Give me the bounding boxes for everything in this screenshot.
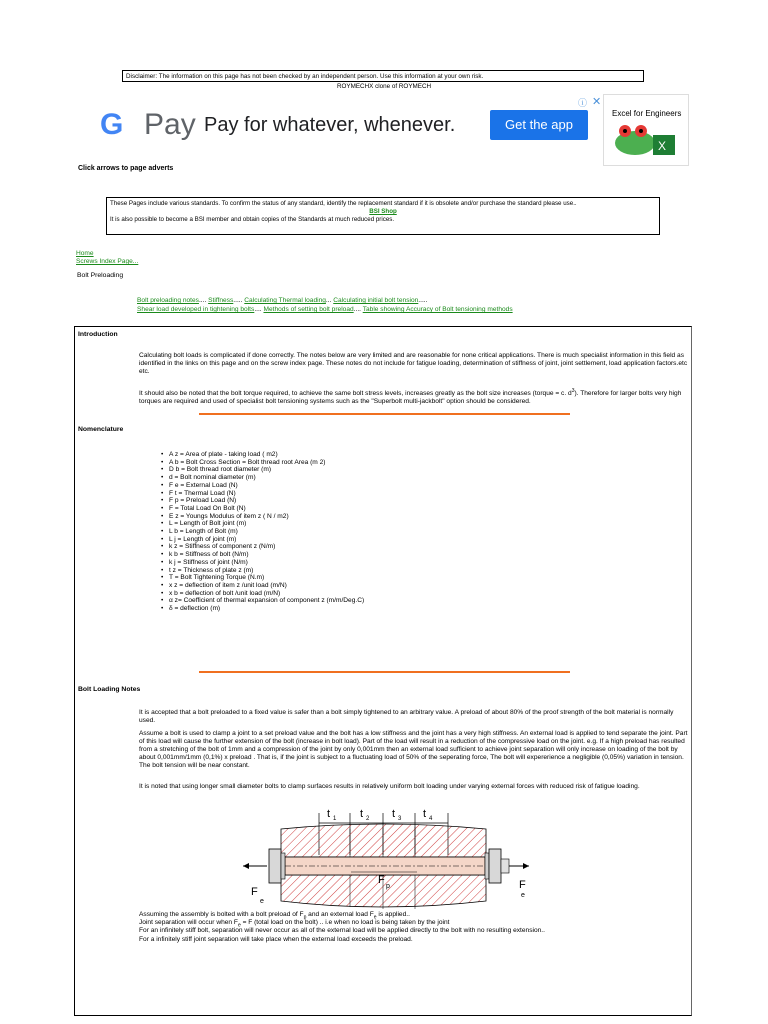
section-divider [199,671,570,673]
bullet-icon: • [161,474,164,482]
nomenclature-item: • x b = deflection of bolt /unit load (m/N) [161,589,281,597]
bullet-icon: • [161,589,164,597]
nomenclature-item: • α z= Coefficient of thermal expansion of component z (m/m/Deg.C) [161,597,365,605]
bullet-icon: • [161,535,164,543]
nomenclature-item: • A b = Bolt Cross Section = Bolt thread root Area (m 2) [161,458,326,466]
nomenclature-heading: Nomenclature [78,426,124,433]
home-link[interactable]: Home [76,250,94,257]
bullet-icon: • [161,558,164,566]
breadcrumb [76,250,138,266]
nomenclature-item: • L b = Length of Bolt (m) [161,528,238,536]
content-box [74,326,692,1016]
toc-link[interactable]: Stiffness [208,297,234,304]
bullet-icon: • [161,451,164,458]
loading-paragraph-6: For an infinitely stiff bolt, separation will never occur as all of the external load will be applied directly to the bolt with no resulting extension.. [139,927,545,934]
click-arrows-note: Click arrows to page adverts [78,165,174,172]
ad-slogan: Pay for whatever, whenever. [204,114,456,136]
loading-paragraph-3: It is noted that using longer small diameter bolts to clamp surfaces results in relatively uniform bolt loading under varying external forces with reduced risk of fatigue loading. [139,783,640,790]
side-ad-title: Excel for Engineers [612,109,682,118]
nomenclature-item: • T = Bolt Tightening Torque (N.m) [161,574,265,582]
clone-line: ROYMECHX clone of ROYMECH [336,83,432,90]
bullet-icon: • [161,566,164,574]
google-g-logo: G [100,108,124,141]
nomenclature-item: • F = Total Load On Bolt (N) [161,504,246,512]
nomenclature-item: • F e = External Load (N) [161,481,238,489]
nomenclature-item: • x z = deflection of item z /unit load (m/N) [161,581,287,589]
bullet-icon: • [161,551,164,559]
bullet-icon: • [161,512,164,520]
nomenclature-item: • t z = Thickness of plate z (m) [161,566,254,574]
svg-text:t: t [392,808,396,820]
nomenclature-list [161,451,364,613]
nomenclature-item: • F t = Thermal Load (N) [161,489,236,497]
nomenclature-item: • L = Length of Bolt joint (m) [161,520,247,528]
toc-link[interactable]: Bolt preloading notes [137,297,199,304]
svg-text:e: e [521,892,525,899]
toc-link[interactable]: Calculating Thermal loading [244,297,326,304]
toc-link[interactable]: Calculating initial bolt tension [333,297,419,304]
frog-icon [605,117,689,165]
loading-paragraph-5: Joint separation will occur when $F_e = F$ (total load on the bolt) .. i.e when no load is being taken by the joint [139,919,450,929]
screws-index-link[interactable]: Screws Index Page... [76,258,139,265]
bullet-icon: • [161,497,164,505]
standards-line1: These Pages include various standards. To confirm the status of any standard, identify the replacement standard if it is obsolete and/or purchase the standard please use.. [110,200,577,207]
svg-text:t: t [360,808,364,820]
svg-text:p: p [386,883,390,890]
nomenclature-item: • D b = Bolt thread root diameter (m) [161,466,272,474]
nomenclature-item: • k j = Stiffness of joint (N/m) [161,558,248,566]
loading-paragraph-7: For a infinitely stiff joint separation will take place when the external load exceeds the preload. [139,936,413,943]
ad-brand-pay: Pay [144,108,196,141]
standards-line2: It is also possible to become a BSI member and obtain copies of the Standards at much reduced prices. [110,216,395,223]
svg-text:2: 2 [366,816,370,822]
nomenclature-item: • k z = Stiffness of component z (N/m) [161,543,276,551]
bullet-icon: • [161,481,164,489]
bolt-loading-heading: Bolt Loading Notes [78,686,141,693]
bullet-icon: • [161,504,164,512]
bsi-shop-link[interactable]: BSI Shop [369,208,397,215]
standards-box [106,197,660,235]
intro-paragraph-2: It should also be noted that the bolt torque required, to achieve the same bolt stress levels, increases greatly as the bolt size increases (torque = c. $d^3$). Therefore for larger bolts very high torques are required and used of specialist bolt tensioning systems such as the "Superbolt multi-jackbolt" option should be considered. [139,388,682,406]
table-of-contents: Bolt preloading notes.... Stiffness..... Calculating Thermal loading... Calculating initial bolt tension..... Shear load developed in tightening bolts.... Methods of setting bolt preload.... Table showing Accuracy of Bolt tensioning methods [137,297,513,313]
nomenclature-item: • k b = Stiffness of bolt (N/m) [161,551,249,559]
google-pay-ad[interactable] [80,94,600,166]
disclaimer-box: Disclaimer: The information on this page has not been checked by an independent person. Use this information at your own risk. [122,70,644,82]
bullet-icon: • [161,597,164,605]
nomenclature-item: • δ = deflection (m) [161,605,221,613]
svg-text:e: e [260,898,264,905]
bolted-joint-diagram [241,799,531,909]
section-divider [199,413,570,415]
nomenclature-item: • F p = Preload Load (N) [161,497,237,505]
introduction-heading: Introduction [78,331,118,338]
bullet-icon: • [161,528,164,536]
svg-text:4: 4 [429,816,433,822]
svg-text:t: t [327,808,331,820]
toc-link[interactable]: Methods of setting bolt preload [263,306,354,313]
get-the-app-button[interactable]: Get the app [490,110,588,140]
toc-link[interactable]: Table showing Accuracy of Bolt tensioning methods [362,306,513,313]
bullet-icon: • [161,458,164,466]
bullet-icon: • [161,581,164,589]
svg-text:X: X [658,139,667,153]
nomenclature-item: • E z = Youngs Modulus of item z ( N / m2) [161,512,289,520]
bullet-icon: • [161,466,164,474]
svg-text:t: t [423,808,427,820]
ad-info-icon[interactable]: ⓘ [578,98,588,108]
svg-text:3: 3 [398,816,402,822]
nomenclature-item: • L j = Length of joint (m) [161,535,237,543]
fp-label: F [378,874,385,886]
loading-paragraph-1: It is accepted that a bolt preloaded to a fixed value is safer than a bolt simply tightened to an arbitrary value. A preload of about 80% of the proof strength of the bolt material is normally used. [139,709,674,724]
nomenclature-item: • A z = Area of plate - taking load ( m2) [161,451,278,458]
ad-close-icon[interactable]: ✕ [592,96,602,108]
bullet-icon: • [161,605,164,613]
intro-paragraph-1: Calculating bolt loads is complicated if done correctly. The notes below are very limited and are reasonable for none critical applications. There is much specialist information in this field as identified in the links on this page and on the screw index page. These notes do not include for fatigue loading, determination of stiffness of joint, joint settlement, load application factors.etc etc. [139,352,688,375]
bullet-icon: • [161,543,164,551]
fe-left-label: F [251,886,258,898]
bullet-icon: • [161,489,164,497]
bullet-icon: • [161,574,164,582]
excel-engineers-ad[interactable] [603,94,689,166]
nomenclature-item: • d = Bolt nominal diameter (m) [161,474,256,482]
loading-paragraph-2: Assume a bolt is used to clamp a joint to a set preload value and the bolt has a low stiffness and the joint has a very high stiffness. An external load is applied to tend separate the joint. Part of this load will cause the further extension of the bolt (increase in bolt load). Part of the load will result in a reduction of the compressive load on the joint. e.g. If a high preload has resulted from a stretching of the bolt of 1mm and a compression of the joint by only 0,001mm then an external load sufficient to achieve joint separation will only increase on loading of the bolt by about 0,001mm/1mm (0,1%) x preload . That is, if the joint is subject to a fluctuating load of 50% of the seperating force, The bolt will expererience a negligible (0,05%) variation in tension. The bolt tension will be near constant. [139,730,688,769]
toc-link[interactable]: Shear load developed in tightening bolts [137,306,255,313]
page-title: Bolt Preloading [77,272,124,279]
fe-right-label: F [519,879,526,891]
svg-text:1: 1 [333,816,337,822]
loading-paragraph-4: Assuming the assembly is bolted with a bolt preload of $F_p$ and an external load $F_e$ is applied.. [139,911,410,921]
bullet-icon: • [161,520,164,528]
